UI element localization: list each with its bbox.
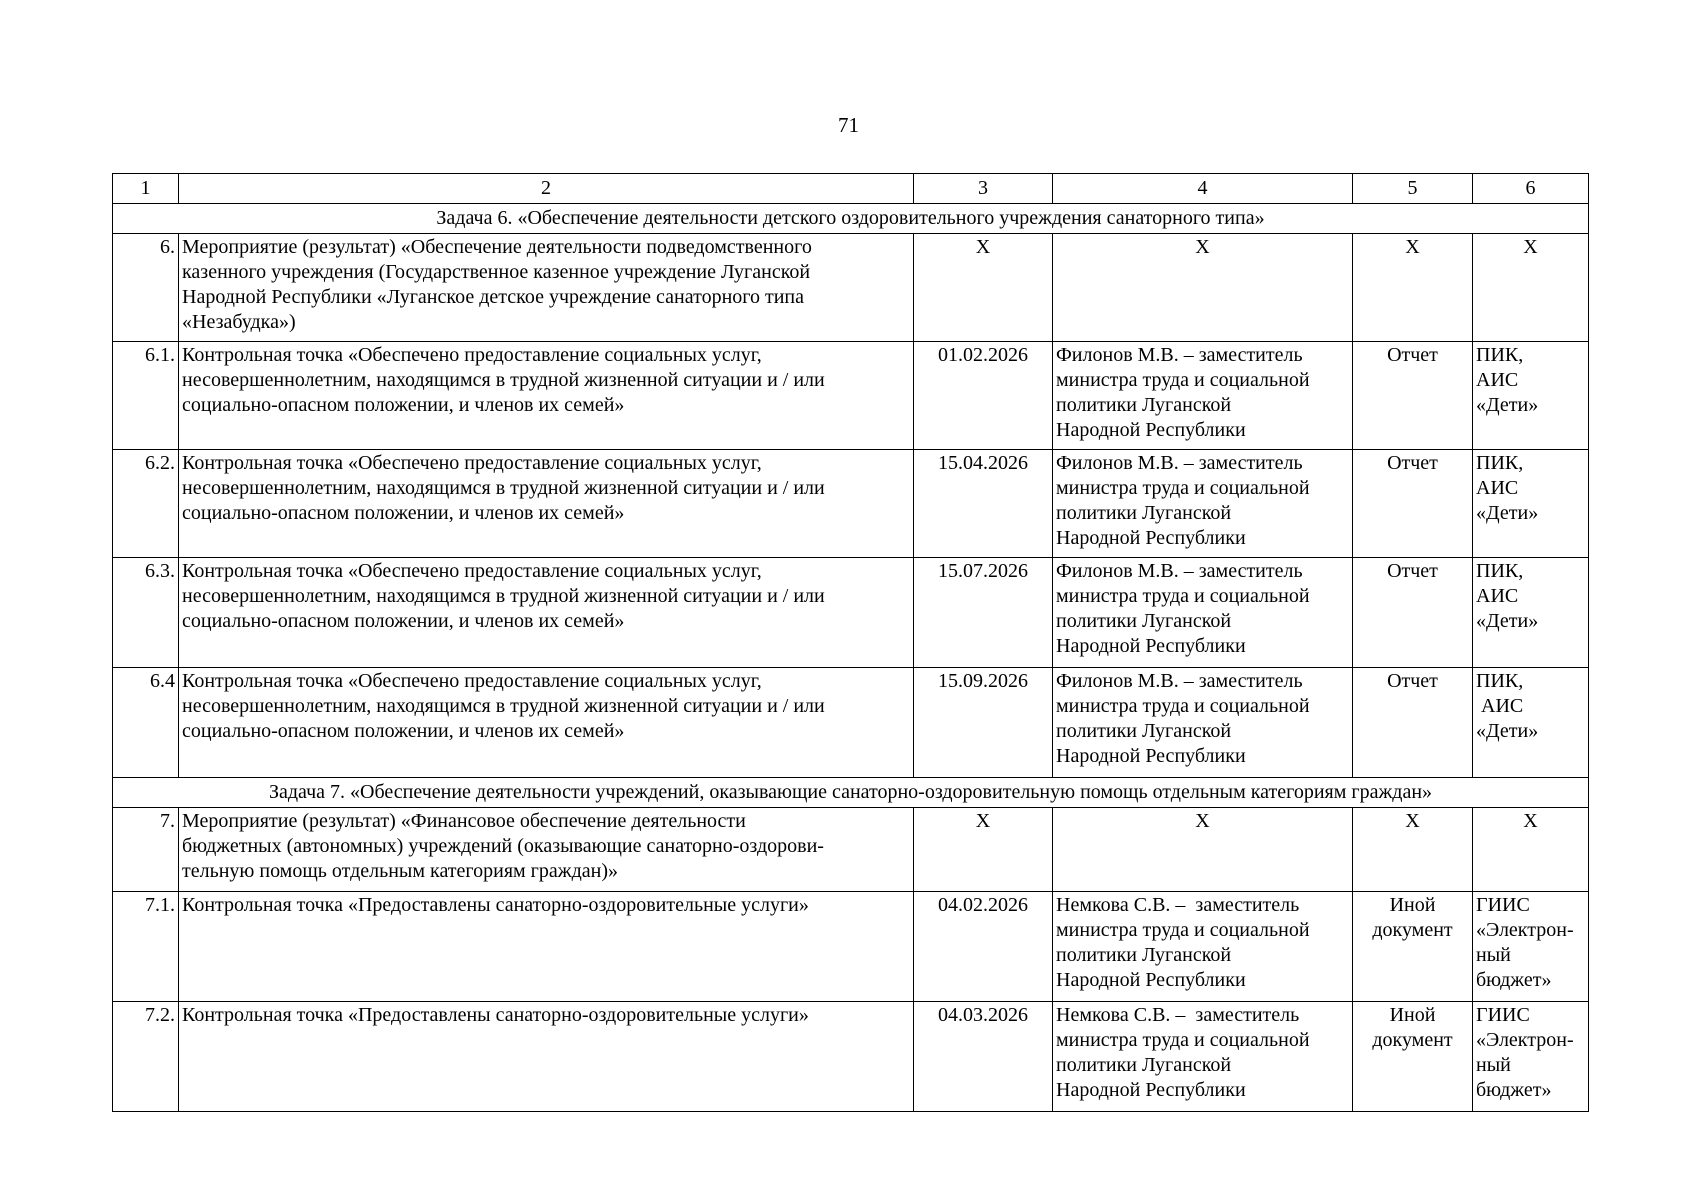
- row-number: 6.2.: [113, 450, 179, 558]
- row-number: 7.: [113, 808, 179, 892]
- control-point-description: [179, 342, 914, 450]
- text-line: «Дети»: [1476, 502, 1539, 524]
- date-cell: Х: [914, 808, 1053, 892]
- row-number: 6.1.: [113, 342, 179, 450]
- text-line: Филонов М.В. – заместитель: [1056, 670, 1303, 692]
- text-line: Контрольная точка «Предоставлены санаторно-оздоровительные услуги»: [182, 894, 809, 916]
- row-number: 6.4: [113, 668, 179, 778]
- text-line: политики Луганской: [1056, 610, 1232, 632]
- document-cell: [1353, 342, 1473, 450]
- task-row: [113, 778, 1589, 808]
- control-point-row: [113, 668, 1589, 778]
- responsible-cell: Х: [1053, 234, 1353, 342]
- task-title: Задача 7. «Обеспечение деятельности учреждений, оказывающие санаторно-оздоровительную помощь отдельным категориям граждан»: [113, 778, 1589, 808]
- document-cell: [1353, 668, 1473, 778]
- text-line: Контрольная точка «Обеспечено предоставление социальных услуг,: [182, 452, 762, 474]
- text-line: ный: [1476, 1054, 1511, 1076]
- text-line: ПИК,: [1476, 452, 1524, 474]
- text-line: несовершеннолетним, находящимся в трудной жизненной ситуации и / или: [182, 369, 825, 391]
- text-line: несовершеннолетним, находящимся в трудной жизненной ситуации и / или: [182, 695, 825, 717]
- text-line: министра труда и социальной: [1056, 1029, 1310, 1051]
- row-number: 7.1.: [113, 892, 179, 1002]
- text-line: Народной Республики: [1056, 745, 1246, 767]
- text-line: Народной Республики: [1056, 419, 1246, 441]
- text-line: Народной Республики: [1056, 1079, 1246, 1101]
- text-line: Отчет: [1387, 560, 1438, 582]
- responsible-cell: [1053, 1002, 1353, 1112]
- text-line: социально-опасном положении, и членов их семей»: [182, 502, 625, 524]
- text-line: министра труда и социальной: [1056, 919, 1310, 941]
- text-line: политики Луганской: [1056, 394, 1232, 416]
- responsible-cell: [1053, 450, 1353, 558]
- text-line: АИС: [1476, 695, 1524, 717]
- system-cell: [1473, 450, 1589, 558]
- row-number: 6.3.: [113, 558, 179, 668]
- text-line: министра труда и социальной: [1056, 477, 1310, 499]
- system-cell: Х: [1473, 808, 1589, 892]
- text-line: Контрольная точка «Предоставлены санаторно-оздоровительные услуги»: [182, 1004, 809, 1026]
- text-line: Филонов М.В. – заместитель: [1056, 344, 1303, 366]
- text-line: ГИИС: [1476, 894, 1530, 916]
- task-row: [113, 204, 1589, 234]
- control-point-description: [179, 892, 914, 1002]
- header-row: [113, 174, 1589, 204]
- event-description: [179, 234, 914, 342]
- control-point-row: [113, 450, 1589, 558]
- text-line: Иной: [1389, 894, 1436, 916]
- system-cell: [1473, 892, 1589, 1002]
- header-cell: 4: [1053, 174, 1353, 204]
- text-line: ГИИС: [1476, 1004, 1530, 1026]
- document-cell: [1353, 892, 1473, 1002]
- text-line: Отчет: [1387, 344, 1438, 366]
- row-number: 6.: [113, 234, 179, 342]
- text-line: бюджет»: [1476, 969, 1552, 991]
- control-point-row: [113, 342, 1589, 450]
- control-point-description: [179, 1002, 914, 1112]
- event-row: [113, 234, 1589, 342]
- responsible-cell: [1053, 668, 1353, 778]
- text-line: несовершеннолетним, находящимся в трудной жизненной ситуации и / или: [182, 585, 825, 607]
- text-line: Контрольная точка «Обеспечено предоставление социальных услуг,: [182, 670, 762, 692]
- header-cell: 6: [1473, 174, 1589, 204]
- document-cell: [1353, 1002, 1473, 1112]
- text-line: «Дети»: [1476, 394, 1539, 416]
- text-line: «Электрон-: [1476, 919, 1574, 941]
- system-cell: Х: [1473, 234, 1589, 342]
- system-cell: [1473, 1002, 1589, 1112]
- text-line: политики Луганской: [1056, 1054, 1232, 1076]
- system-cell: [1473, 558, 1589, 668]
- text-line: Контрольная точка «Обеспечено предоставление социальных услуг,: [182, 344, 762, 366]
- text-line: социально-опасном положении, и членов их семей»: [182, 394, 625, 416]
- text-line: бюджетных (автономных) учреждений (оказывающие санаторно-оздорови-: [182, 835, 824, 857]
- text-line: «Дети»: [1476, 610, 1539, 632]
- text-line: АИС: [1476, 369, 1519, 391]
- text-line: казенного учреждения (Государственное казенное учреждение Луганской: [182, 261, 811, 283]
- text-line: Народной Республики: [1056, 527, 1246, 549]
- text-line: ПИК,: [1476, 560, 1524, 582]
- text-line: АИС: [1476, 585, 1519, 607]
- text-line: Отчет: [1387, 452, 1438, 474]
- text-line: социально-опасном положении, и членов их семей»: [182, 720, 625, 742]
- control-point-row: [113, 558, 1589, 668]
- event-row: [113, 808, 1589, 892]
- date-cell: 15.09.2026: [914, 668, 1053, 778]
- text-line: ный: [1476, 944, 1511, 966]
- date-cell: 04.03.2026: [914, 1002, 1053, 1112]
- text-line: Филонов М.В. – заместитель: [1056, 560, 1303, 582]
- text-line: Филонов М.В. – заместитель: [1056, 452, 1303, 474]
- text-line: ПИК,: [1476, 344, 1524, 366]
- text-line: Немкова С.В. – заместитель: [1056, 1004, 1300, 1026]
- text-line: политики Луганской: [1056, 720, 1232, 742]
- row-number: 7.2.: [113, 1002, 179, 1112]
- control-point-description: [179, 558, 914, 668]
- event-description: [179, 808, 914, 892]
- header-cell: 5: [1353, 174, 1473, 204]
- text-line: Мероприятие (результат) «Обеспечение деятельности подведомственного: [182, 236, 812, 258]
- document-cell: [1353, 450, 1473, 558]
- text-line: «Незабудка»): [182, 311, 296, 333]
- date-cell: 01.02.2026: [914, 342, 1053, 450]
- header-cell: 3: [914, 174, 1053, 204]
- text-line: политики Луганской: [1056, 944, 1232, 966]
- task-title: Задача 6. «Обеспечение деятельности детского оздоровительного учреждения санаторного типа»: [113, 204, 1589, 234]
- control-point-description: [179, 668, 914, 778]
- text-line: бюджет»: [1476, 1079, 1552, 1101]
- text-line: «Дети»: [1476, 720, 1539, 742]
- control-point-row: [113, 1002, 1589, 1112]
- plan-table: [112, 173, 1589, 1112]
- text-line: Мероприятие (результат) «Финансовое обеспечение деятельности: [182, 810, 746, 832]
- text-line: Народной Республики: [1056, 635, 1246, 657]
- date-cell: Х: [914, 234, 1053, 342]
- text-line: Отчет: [1387, 670, 1438, 692]
- responsible-cell: [1053, 558, 1353, 668]
- text-line: политики Луганской: [1056, 502, 1232, 524]
- document-cell: Х: [1353, 234, 1473, 342]
- text-line: Немкова С.В. – заместитель: [1056, 894, 1300, 916]
- text-line: несовершеннолетним, находящимся в трудной жизненной ситуации и / или: [182, 477, 825, 499]
- text-line: Контрольная точка «Обеспечено предоставление социальных услуг,: [182, 560, 762, 582]
- text-line: Народной Республики: [1056, 969, 1246, 991]
- system-cell: [1473, 668, 1589, 778]
- control-point-description: [179, 450, 914, 558]
- text-line: документ: [1372, 1029, 1453, 1051]
- document-cell: [1353, 558, 1473, 668]
- text-line: Народной Республики «Луганское детское учреждение санаторного типа: [182, 286, 805, 308]
- text-line: министра труда и социальной: [1056, 369, 1310, 391]
- text-line: «Электрон-: [1476, 1029, 1574, 1051]
- system-cell: [1473, 342, 1589, 450]
- text-line: АИС: [1476, 477, 1519, 499]
- header-cell: 1: [113, 174, 179, 204]
- control-point-row: [113, 892, 1589, 1002]
- date-cell: 04.02.2026: [914, 892, 1053, 1002]
- text-line: социально-опасном положении, и членов их семей»: [182, 610, 625, 632]
- header-cell: 2: [179, 174, 914, 204]
- text-line: ПИК,: [1476, 670, 1524, 692]
- text-line: министра труда и социальной: [1056, 695, 1310, 717]
- text-line: Иной: [1389, 1004, 1436, 1026]
- document-cell: Х: [1353, 808, 1473, 892]
- text-line: министра труда и социальной: [1056, 585, 1310, 607]
- text-line: тельную помощь отдельным категориям граждан)»: [182, 860, 618, 882]
- responsible-cell: [1053, 342, 1353, 450]
- responsible-cell: [1053, 892, 1353, 1002]
- date-cell: 15.07.2026: [914, 558, 1053, 668]
- text-line: документ: [1372, 919, 1453, 941]
- page-number: 71: [838, 113, 859, 137]
- date-cell: 15.04.2026: [914, 450, 1053, 558]
- responsible-cell: Х: [1053, 808, 1353, 892]
